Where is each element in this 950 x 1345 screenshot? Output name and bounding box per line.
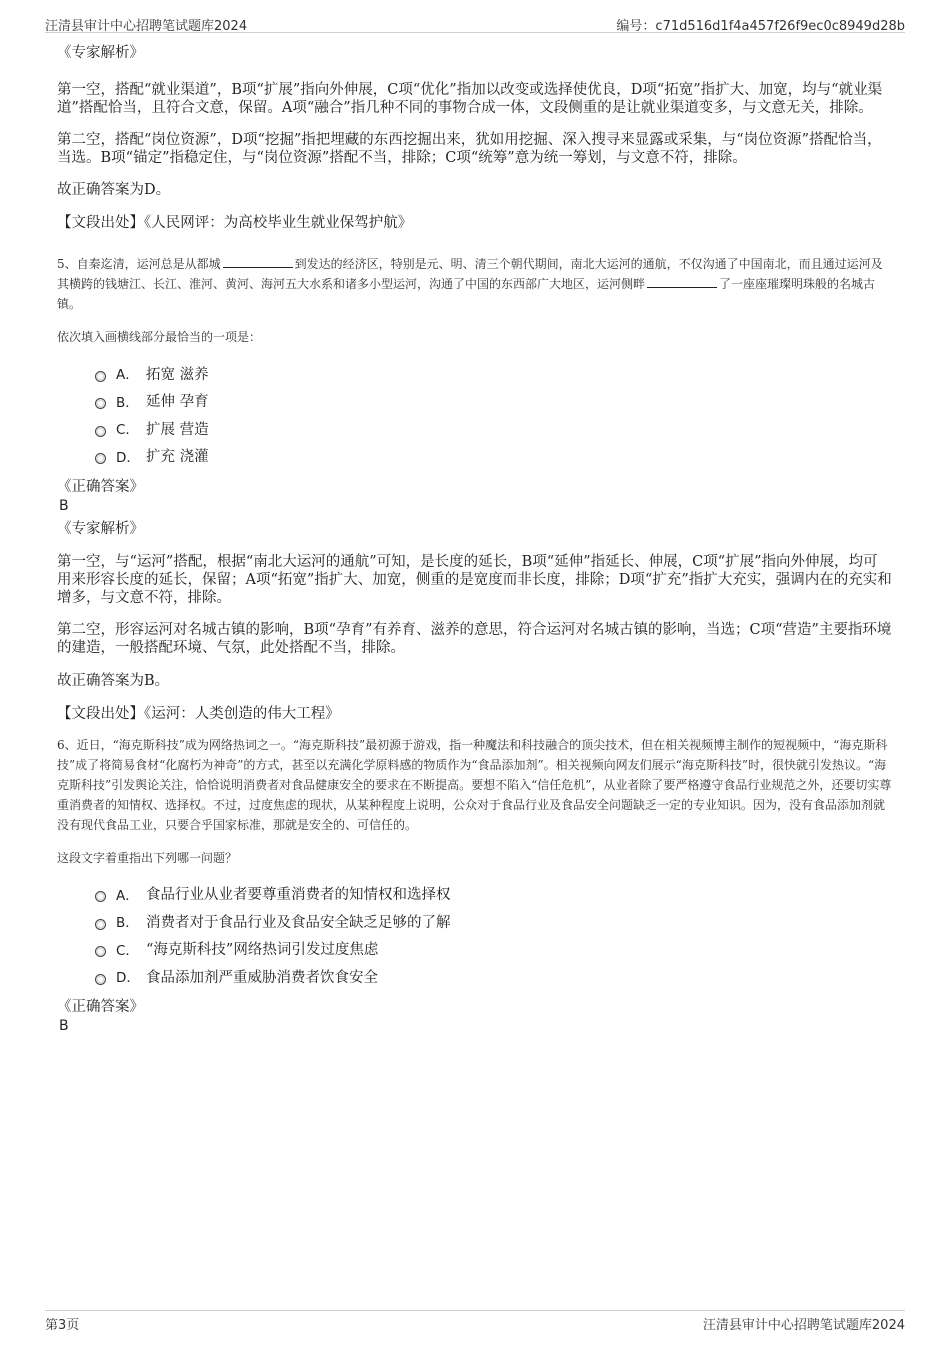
radio-icon[interactable] [95, 946, 106, 957]
page-footer [45, 1310, 905, 1331]
q5-options [95, 363, 892, 466]
footer-title: 汪清县审计中心招聘笔试题库2024 [702, 1318, 905, 1333]
q6-option-a[interactable]: A． 食品行业从业者要尊重消费者的知情权和选择权 [95, 884, 892, 904]
q6-answer: B [59, 1018, 69, 1034]
q4-analysis-paragraph-2: 第二空，搭配“岗位资源”，D项“挖掘”指把埋藏的东西挖掘出来，犹如用挖掘、深入搜寻来显露或采集，与“岗位资源”搭配恰当，当选。B项“锚定”指稳定住，与“岗位资源”搭配不当，排除；C项“统筹”意为统一筹划，与文意不符，排除。 [57, 132, 882, 166]
radio-icon[interactable] [95, 974, 106, 985]
page-content [57, 44, 892, 1040]
q6-stem: 6、近日，“海克斯科技”成为网络热词之一。“海克斯科技”最初源于游戏，指一种魔法和科技融合的顶尖技术，但在相关视频博主制作的短视频中，“海克斯科技”成了将简易食材“化腐朽为神奇”的方式，甚至以充满化学原料感的物质作为“食品添加剂”。相关视频向网友们展示“海克斯科技”时，很快就引发热议。“海克斯科技”引发舆论关注，恰恰说明消费者对食品健康安全的要求在不断提高。要想不陷入“信任危机”，从业者除了要严格遵守食品行业规范之外，还要切实尊重消费者的知情权、选择权。不过，过度焦虑的现状，从某种程度上说明，公众对于食品行业及食品安全问题缺乏一定的专业知识。因为，没有食品添加剂就没有现代食品工业，只要合乎国家标准，那就是安全的、可信任的。 [57, 737, 892, 832]
header-title: 汪清县审计中心招聘笔试题库2024 [45, 19, 248, 34]
page-header [45, 12, 905, 33]
q5-analysis-paragraph-1: 第一空，与“运河”搭配，根据“南北大运河的通航”可知，是长度的延长，B项“延伸”指延长、伸展，C项“扩展”指向外伸展，均可用来形容长度的延长，保留；A项“拓宽”指扩大、加宽，侧重的是宽度而非长度，排除；D项“扩充”指扩大充实，强调内在的充实和增多，与文意不符，排除。 [57, 553, 892, 606]
radio-icon[interactable] [95, 919, 106, 930]
q5-option-c[interactable]: C． 扩展 营造 [95, 418, 892, 438]
q6-prompt: 这段文字着重指出下列哪一问题？ [57, 850, 238, 865]
footer-page-number: 第3页 [45, 1318, 80, 1333]
q5-analysis-paragraph-2: 第二空，形容运河对名城古镇的影响，B项“孕育”有养育、滋养的意思，符合运河对名城古镇的影响，当选；C项“营造”主要指环境的建造，一般搭配环境、气氛，此处搭配不当，排除。 [57, 621, 892, 656]
q4-source: 【文段出处】《人民网评：为高校毕业生就业保驾护航》 [57, 215, 413, 231]
q5-blank-2 [647, 275, 717, 288]
radio-icon[interactable] [95, 426, 106, 437]
q4-conclusion: 故正确答案为D。 [57, 182, 171, 198]
radio-icon[interactable] [95, 453, 106, 464]
q5-analysis-label: 《专家解析》 [57, 520, 144, 537]
q6-options [95, 884, 892, 987]
q6-option-c[interactable]: C． “海克斯科技”网络热词引发过度焦虑 [95, 939, 892, 959]
q4-analysis-label: 《专家解析》 [57, 45, 144, 61]
q6-option-b[interactable]: B． 消费者对于食品行业及食品安全缺乏足够的了解 [95, 911, 892, 931]
q5-blank-1 [223, 255, 293, 268]
radio-icon[interactable] [95, 891, 106, 902]
q5-answer: B [59, 497, 69, 514]
q5-option-b[interactable]: B． 延伸 孕育 [95, 391, 892, 411]
q6-answer-label: 《正确答案》 [57, 999, 144, 1015]
radio-icon[interactable] [95, 398, 106, 409]
radio-icon[interactable] [95, 371, 106, 382]
q5-option-a[interactable]: A． 拓宽 滋养 [95, 363, 892, 383]
q4-analysis-paragraph-1: 第一空，搭配“就业渠道”，B项“扩展”指向外伸展，C项“优化”指加以改变或选择使优良，D项“拓宽”指扩大、加宽，均与“就业渠道”搭配恰当，且符合文意，保留。A项“融合”指几种不同的事物合成一体，文段侧重的是让就业渠道变多，与文意无关，排除。 [57, 82, 883, 116]
q5-conclusion: 故正确答案为B。 [57, 672, 170, 689]
q6-option-d[interactable]: D． 食品添加剂严重威胁消费者饮食安全 [95, 966, 892, 986]
q5-source: 【文段出处】《运河：人类创造的伟大工程》 [57, 705, 340, 722]
q5-prompt: 依次填入画横线部分最恰当的一项是： [57, 330, 262, 344]
q5-answer-label: 《正确答案》 [57, 478, 144, 495]
q5-stem: 5、自秦迄清，运河总是从都城 到发达的经济区，特别是元、明、清三个朝代期间，南北大运河的通航，不仅沟通了中国南北，而且通过运河及其横跨的钱塘江、长江、淮河、黄河、海河五大水系和诸多小型运河，沟通了中国的东西部广大地区，运河侧畔 了一座座璀璨明珠般的名城古镇。 [57, 257, 883, 311]
q5-option-d[interactable]: D． 扩充 浇灌 [95, 446, 892, 466]
header-document-code: 编号：c71d516d1f4a457f26f9ec0c8949d28b [616, 19, 905, 34]
